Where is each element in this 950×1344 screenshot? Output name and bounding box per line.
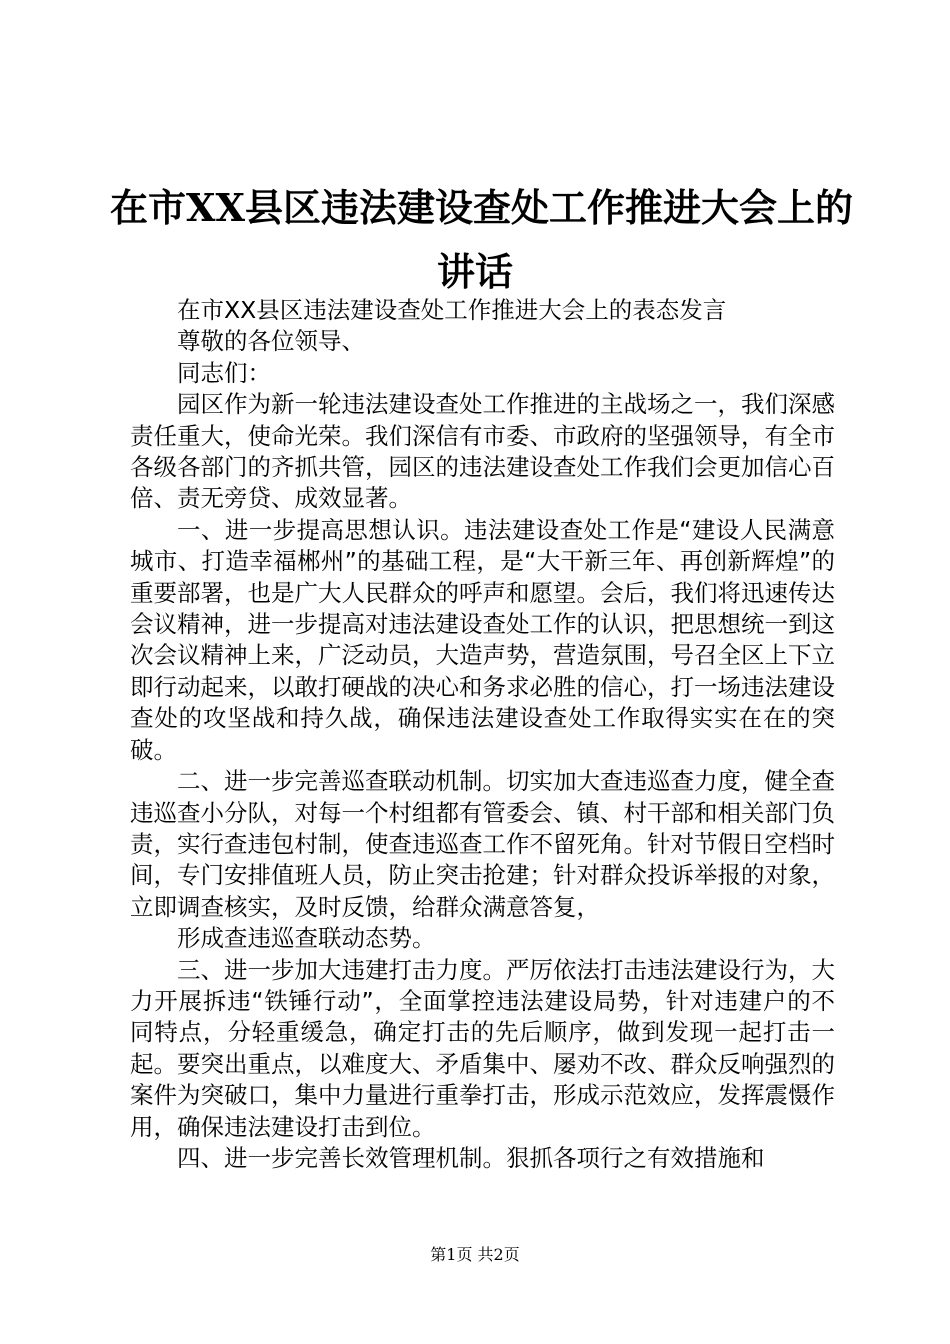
document-title-line-2: 讲话: [436, 249, 513, 294]
section-3-paragraph: 三、进一步加大违建打击力度。严厉依法打击违法建设行为，大力开展拆违“铁锤行动”，全面掌控违法建设局势，针对违建户的不同特点，分轻重缓急，确定打击的先后顺序，做到发现一起打击一起。要突出重点，以难度大、矛盾集中、屡劝不改、群众反响强烈的案件为突破口，集中力量进行重拳打击，形成示范效应，发挥震慑作用，确保违法建设打击到位。: [130, 955, 835, 1141]
document-title-line-1: 在市XX县区违法建设查处工作推进大会上的: [110, 185, 853, 230]
document-body: [130, 295, 835, 1174]
section-1-paragraph: 一、进一步提高思想认识。违法建设查处工作是“建设人民满意城市、打造幸福郴州”的基础工程，是“大干新三年、再创新辉煌”的重要部署，也是广大人民群众的呼声和愿望。会后，我们将迅速传达会议精神，进一步提高对违法建设查处工作的认识，把思想统一到这次会议精神上来，广泛动员，大造声势，营造氛围，号召全区上下立即行动起来，以敢打硬战的决心和务求必胜的信心，打一场违法建设查处的攻坚战和持久战，确保违法建设查处工作取得实实在在的突破。: [130, 515, 835, 764]
section-2-continuation: 形成查违巡查联动态势。: [177, 924, 436, 953]
salutation-line-1: 尊敬的各位领导、: [177, 327, 365, 356]
page-number-footer: 第1页 共2页: [430, 1245, 520, 1264]
intro-paragraph: 园区作为新一轮违法建设查处工作推进的主战场之一，我们深感责任重大，使命光荣。我们深信有市委、市政府的坚强领导，有全市各级各部门的齐抓共管，园区的违法建设查处工作我们会更加信心百倍、责无旁贷、成效显著。: [130, 390, 835, 513]
speech-heading: 在市XX县区违法建设查处工作推进大会上的表态发言: [177, 296, 727, 324]
section-2-paragraph: 二、进一步完善巡查联动机制。切实加大查违巡查力度，健全查违巡查小分队，对每一个村组都有管委会、镇、村干部和相关部门负责，实行查违包村制，使查违巡查工作不留死角。针对节假日空档时间，专门安排值班人员，防止突击抢建；针对群众投诉举报的对象，立即调查核实，及时反馈，给群众满意答复，: [130, 767, 835, 921]
section-4-paragraph: 四、进一步完善长效管理机制。狠抓各项行之有效措施和: [177, 1143, 765, 1172]
salutation-line-2: 同志们：: [177, 358, 271, 387]
